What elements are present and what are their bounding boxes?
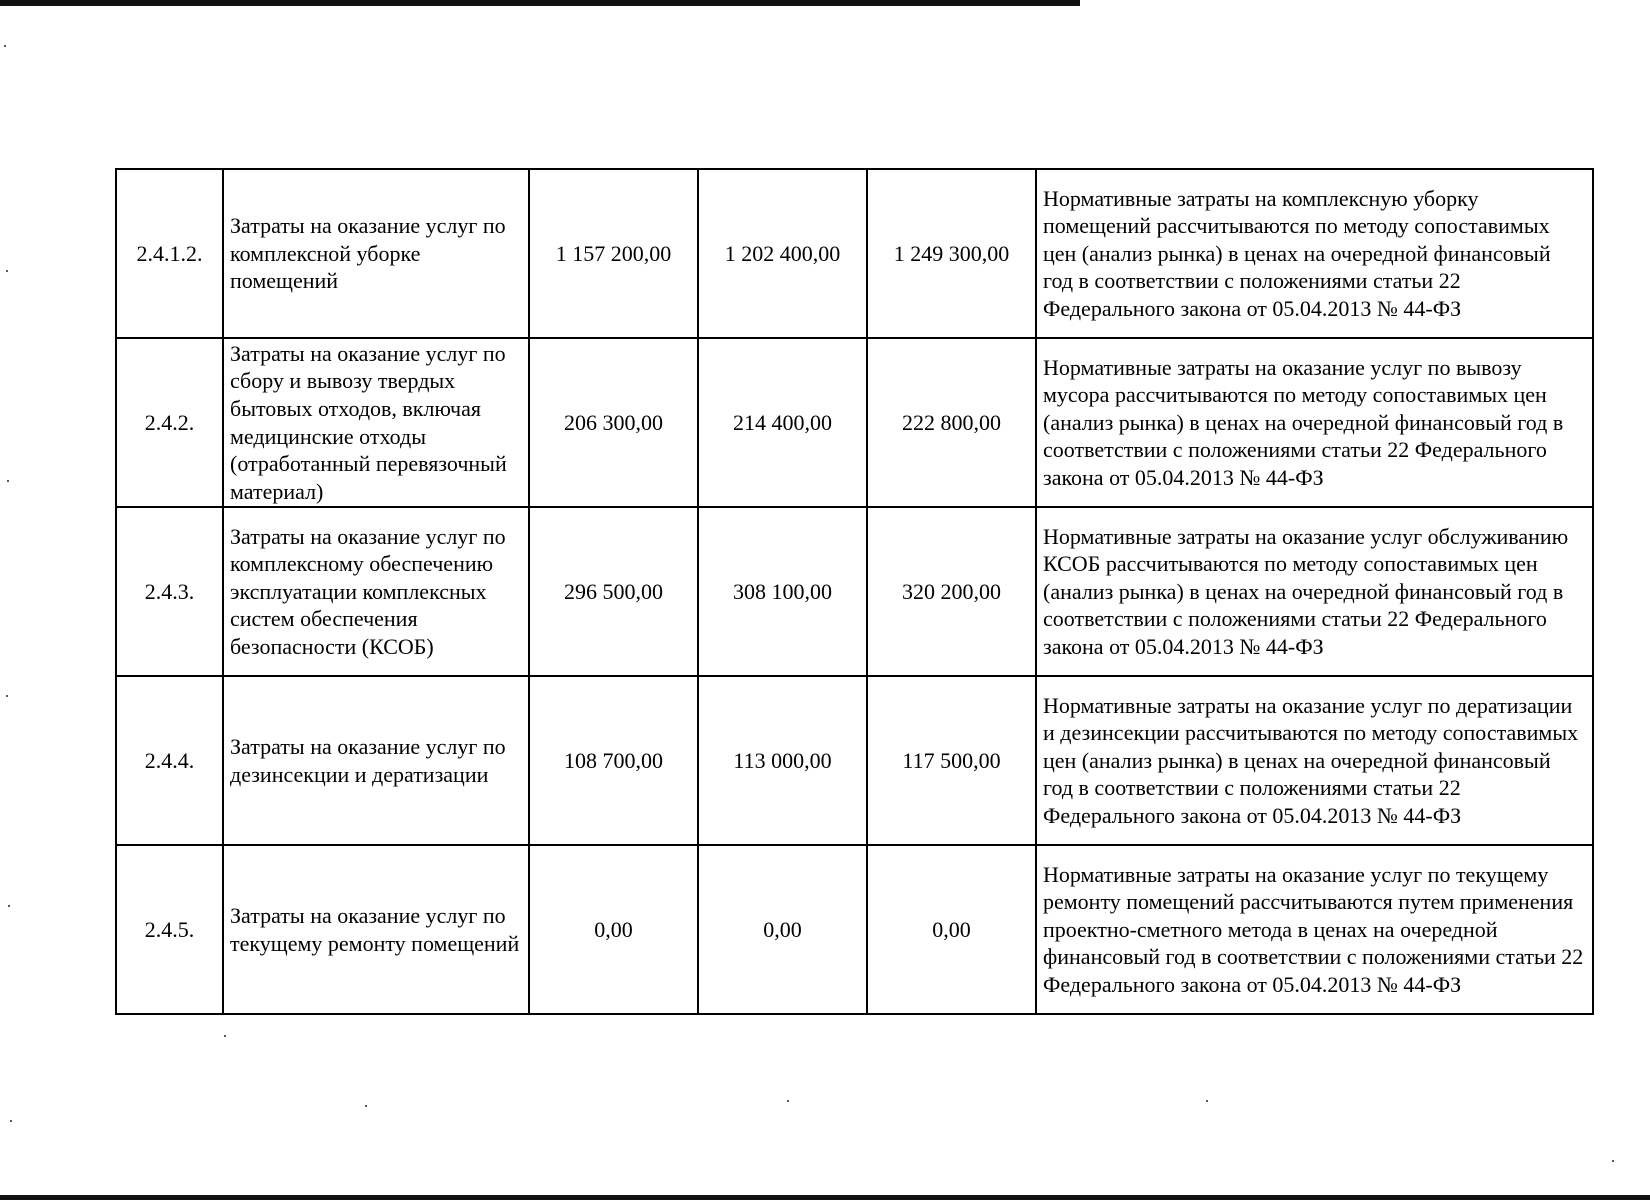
scan-speck (8, 905, 10, 907)
scan-speck (365, 1105, 367, 1107)
scan-speck (6, 270, 8, 272)
scan-speck (787, 1100, 789, 1102)
calculation-basis: Нормативные затраты на комплексную уборку помещений рассчитываются по методу сопоставимых цен (анализ рынка) в ценах на очередной финансовый год в соответствии с положениями статьи 22 Федерального закона от 05.04.2013 № 44-ФЗ (1036, 169, 1593, 338)
amount-year-2: 214 400,00 (698, 338, 867, 507)
amount-year-3: 222 800,00 (867, 338, 1036, 507)
item-name: Затраты на оказание услуг по дезинсекции и дератизации (223, 676, 529, 845)
scan-speck (1206, 1100, 1208, 1102)
item-code: 2.4.1.2. (116, 169, 223, 338)
scan-border-bottom (0, 1195, 1650, 1200)
amount-year-1: 1 157 200,00 (529, 169, 698, 338)
table-row (116, 676, 1593, 845)
amount-year-2: 113 000,00 (698, 676, 867, 845)
item-name: Затраты на оказание услуг по комплексному обеспечению эксплуатации комплексных систем обеспечения безопасности (КСОБ) (223, 507, 529, 676)
amount-year-3: 117 500,00 (867, 676, 1036, 845)
amount-year-2: 1 202 400,00 (698, 169, 867, 338)
amount-year-1: 296 500,00 (529, 507, 698, 676)
item-code: 2.4.3. (116, 507, 223, 676)
calculation-basis: Нормативные затраты на оказание услуг по дератизации и дезинсекции рассчитываются по методу сопоставимых цен (анализ рынка) в ценах на очередной финансовый год в соответствии с положениями статьи 22 Федерального закона от 05.04.2013 № 44-ФЗ (1036, 676, 1593, 845)
item-code: 2.4.4. (116, 676, 223, 845)
amount-year-3: 320 200,00 (867, 507, 1036, 676)
item-code: 2.4.2. (116, 338, 223, 507)
scan-speck (224, 1035, 226, 1037)
scan-speck (6, 695, 8, 697)
item-name: Затраты на оказание услуг по комплексной уборке помещений (223, 169, 529, 338)
table-row (116, 507, 1593, 676)
item-code: 2.4.5. (116, 845, 223, 1014)
amount-year-1: 206 300,00 (529, 338, 698, 507)
scan-speck (10, 1120, 12, 1122)
amount-year-1: 108 700,00 (529, 676, 698, 845)
cost-table (115, 168, 1594, 1015)
amount-year-1: 0,00 (529, 845, 698, 1014)
scan-border-top (0, 0, 1080, 6)
item-name: Затраты на оказание услуг по текущему ремонту помещений (223, 845, 529, 1014)
table-row (116, 169, 1593, 338)
table-row (116, 845, 1593, 1014)
scan-speck (1612, 1160, 1614, 1162)
calculation-basis: Нормативные затраты на оказание услуг по текущему ремонту помещений рассчитываются путем применения проектно-сметного метода в ценах на очередной финансовый год в соответствии с положениями статьи 22 Федерального закона от 05.04.2013 № 44-ФЗ (1036, 845, 1593, 1014)
amount-year-3: 0,00 (867, 845, 1036, 1014)
amount-year-2: 0,00 (698, 845, 867, 1014)
amount-year-2: 308 100,00 (698, 507, 867, 676)
calculation-basis: Нормативные затраты на оказание услуг по вывозу мусора рассчитываются по методу сопоставимых цен (анализ рынка) в ценах на очередной финансовый год в соответствии с положениями статьи 22 Федерального закона от 05.04.2013 № 44-ФЗ (1036, 338, 1593, 507)
table-row (116, 338, 1593, 507)
scan-speck (7, 480, 9, 482)
amount-year-3: 1 249 300,00 (867, 169, 1036, 338)
calculation-basis: Нормативные затраты на оказание услуг обслуживанию КСОБ рассчитываются по методу сопоставимых цен (анализ рынка) в ценах на очередной финансовый год в соответствии с положениями статьи 22 Федерального закона от 05.04.2013 № 44-ФЗ (1036, 507, 1593, 676)
scan-speck (4, 45, 6, 47)
item-name: Затраты на оказание услуг по сбору и вывозу твердых бытовых отходов, включая медицинские отходы (отработанный перевязочный материал) (223, 338, 529, 507)
